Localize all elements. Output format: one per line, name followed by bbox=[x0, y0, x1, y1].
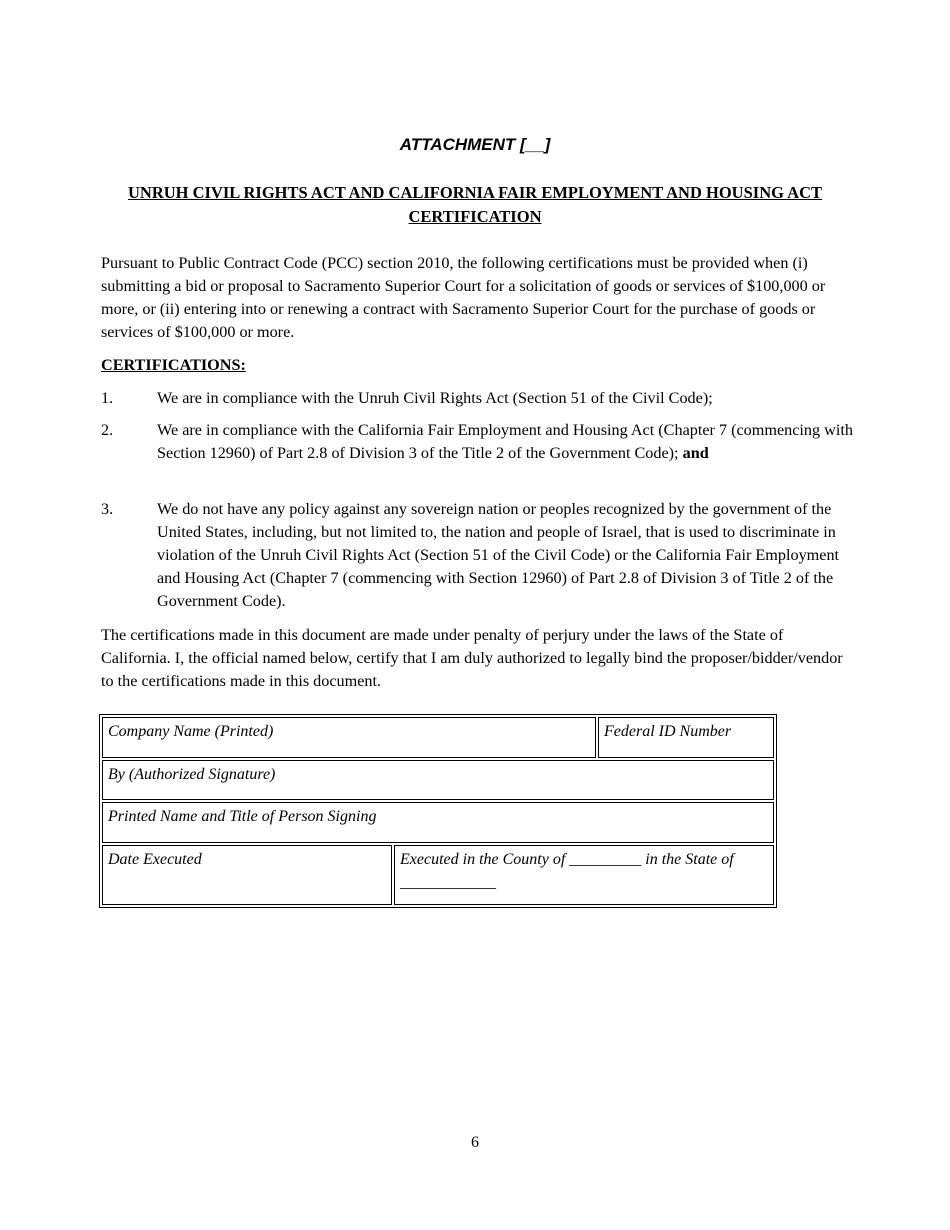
document-title: UNRUH CIVIL RIGHTS ACT AND CALIFORNIA FAIR EMPLOYMENT AND HOUSING ACT CERTIFICATION bbox=[127, 183, 822, 226]
attachment-label: ATTACHMENT [__] bbox=[399, 135, 551, 154]
signature-field[interactable] bbox=[102, 760, 774, 800]
page-number: 6 bbox=[471, 1134, 479, 1151]
printed-name-field[interactable] bbox=[102, 802, 774, 843]
executed-location-label: Executed in the County of _________ in the State of ____________ bbox=[400, 851, 734, 891]
certification-item bbox=[101, 419, 853, 465]
federal-id-label: Federal ID Number bbox=[604, 723, 732, 740]
company-name-label: Company Name (Printed) bbox=[108, 723, 274, 740]
closing-paragraph: The certifications made in this document are made under penalty of perjury under the laws of the State of California. I, the official named below, certify that I am duly authorized to legally bind the proposer/bidder/vendor to the certifications made in this document. bbox=[101, 626, 843, 690]
certification-number: 2. bbox=[101, 421, 114, 439]
company-name-field[interactable] bbox=[102, 717, 596, 758]
certifications-heading: CERTIFICATIONS: bbox=[101, 356, 246, 374]
date-executed-field[interactable] bbox=[102, 845, 392, 905]
federal-id-field[interactable] bbox=[598, 717, 774, 758]
signature-form bbox=[99, 714, 777, 908]
certification-suffix: and bbox=[682, 444, 709, 462]
executed-location-field[interactable] bbox=[394, 845, 774, 905]
certification-text: We do not have any policy against any sovereign nation or peoples recognized by the government of the United States, including, but not limited to, the nation and people of Israel, that is used to discriminate in violation of the Unruh Civil Rights Act (Section 51 of the Civil Code) or the California Fair Employment and Housing Act (Chapter 7 (commencing with Section 12960) of Part 2.8 of Division 3 of Title 2 of the Government Code). bbox=[157, 500, 840, 610]
certification-number: 3. bbox=[101, 500, 114, 518]
signature-label: By (Authorized Signature) bbox=[108, 766, 276, 783]
certification-text: We are in compliance with the Unruh Civil Rights Act (Section 51 of the Civil Code); bbox=[157, 389, 713, 407]
certification-number: 1. bbox=[101, 389, 114, 407]
certification-text: We are in compliance with the California Fair Employment and Housing Act (Chapter 7 (commencing with Section 12960) of Part 2.8 of Division 3 of the Title 2 of the Government Code); and bbox=[157, 421, 853, 462]
intro-paragraph: Pursuant to Public Contract Code (PCC) section 2010, the following certifications must be provided when (i) submitting a bid or proposal to Sacramento Superior Court for a solicitation of goods or services of $100,000 or more, or (ii) entering into or renewing a contract with Sacramento Superior Court for the purchase of goods or services of $100,000 or more. bbox=[101, 254, 826, 341]
printed-name-label: Printed Name and Title of Person Signing bbox=[108, 808, 377, 825]
date-executed-label: Date Executed bbox=[108, 851, 202, 868]
certification-item bbox=[101, 498, 853, 613]
certification-item bbox=[101, 387, 853, 410]
